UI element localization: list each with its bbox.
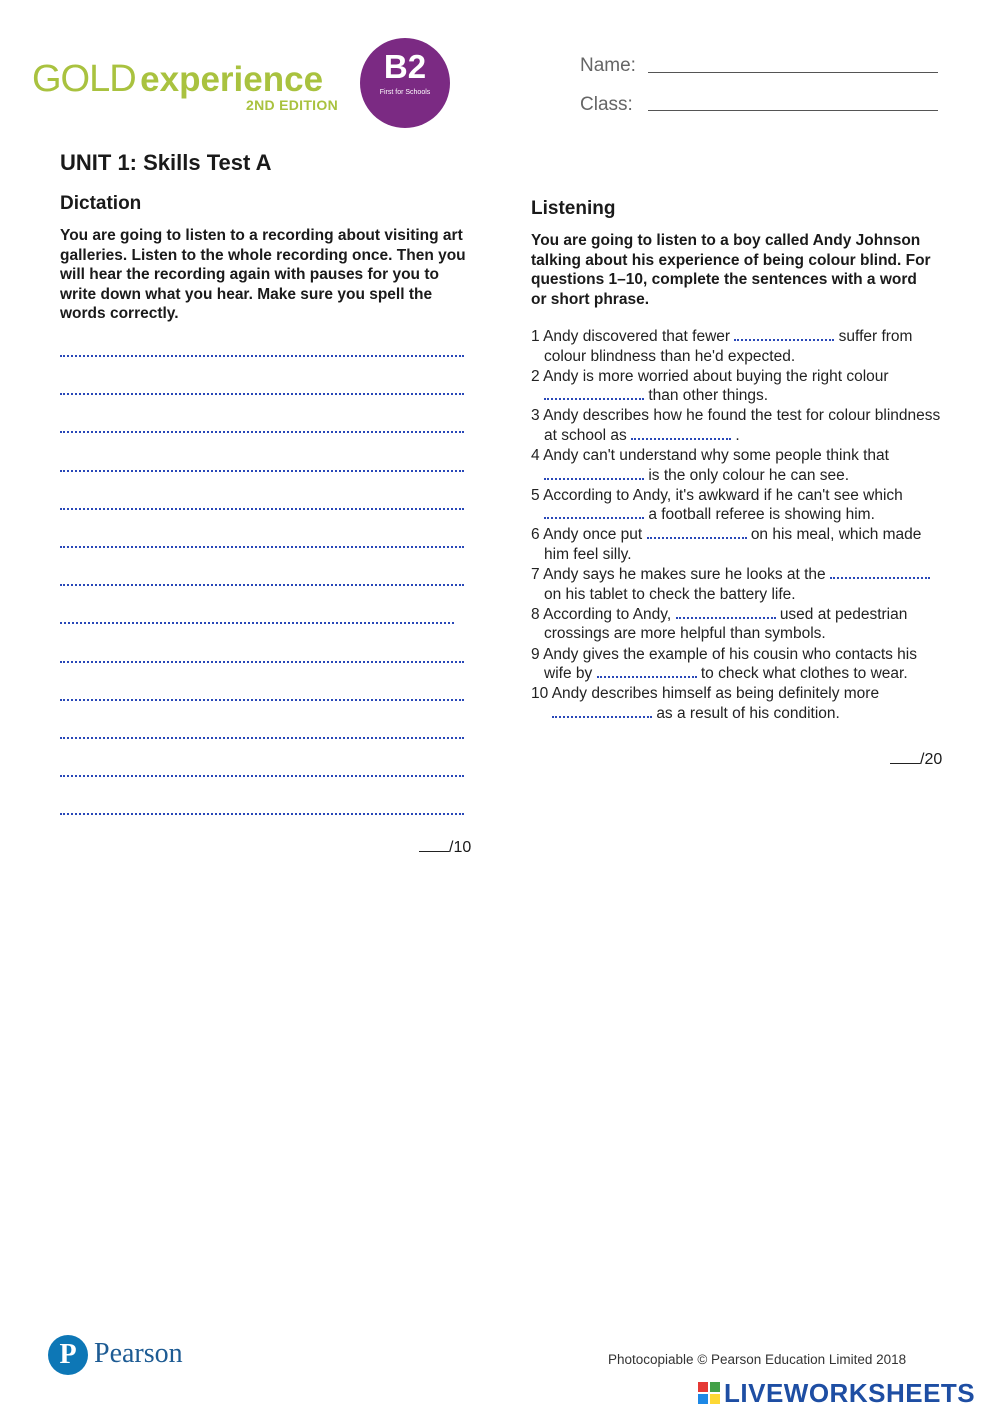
dictation-line[interactable] [60, 737, 464, 739]
question-item: 3 Andy describes how he found the test for colour blindness at school as . [531, 407, 941, 444]
badge-subtitle: First for Schools [379, 89, 431, 96]
question-item: 5 According to Andy, it's awkward if he can't see which a football referee is showing him. [531, 486, 903, 524]
question-item: 6 Andy once put on his meal, which made him feel silly. [531, 526, 922, 563]
logo-experience-text: experience [140, 60, 324, 99]
listening-score [890, 749, 942, 769]
answer-gap[interactable] [830, 565, 930, 579]
answer-gap[interactable] [734, 327, 834, 341]
question-item: 8 According to Andy, used at pedestrian crossings are more helpful than symbols. [531, 605, 908, 643]
dictation-line[interactable] [60, 431, 464, 433]
copyright-notice: Photocopiable © Pearson Education Limited 2018 [608, 1352, 907, 1367]
dictation-line[interactable] [60, 393, 464, 395]
logo-gold-text: GOLD [32, 58, 136, 100]
unit-title: UNIT 1: Skills Test A [60, 150, 272, 175]
dictation-line[interactable] [60, 699, 464, 701]
dictation-line[interactable] [60, 584, 464, 586]
answer-gap[interactable] [544, 386, 644, 400]
answer-gap[interactable] [544, 466, 644, 480]
question-list [531, 327, 946, 724]
level-badge [360, 38, 450, 128]
answer-gap[interactable] [544, 505, 644, 519]
class-field[interactable] [648, 110, 938, 111]
answer-gap[interactable] [552, 704, 652, 718]
question-item: 4 Andy can't understand why some people think that is the only colour he can see. [531, 447, 889, 484]
dictation-line[interactable] [60, 508, 464, 510]
question-item: 1 Andy discovered that fewer suffer from colour blindness than he'd expected. [531, 328, 913, 365]
dictation-instructions: You are going to listen to a recording about visiting art galleries. Listen to the whole recording once. Then you will hear the recording again with pauses for you to write down what you hear. Make sure you spell the words correctly. [60, 227, 466, 322]
answer-gap[interactable] [597, 664, 697, 678]
name-field[interactable] [648, 72, 938, 73]
dictation-score [419, 837, 471, 857]
listening-score-blank[interactable] [890, 749, 920, 764]
dictation-line[interactable] [60, 775, 464, 777]
class-label: Class: [580, 94, 633, 115]
pearson-logo-icon: P [48, 1335, 88, 1375]
badge-level: B2 [383, 48, 427, 85]
dictation-line[interactable] [60, 661, 464, 663]
answer-gap[interactable] [631, 426, 731, 440]
dictation-title: Dictation [60, 193, 142, 214]
answer-gap[interactable] [647, 525, 747, 539]
edition-label: 2ND EDITION [246, 97, 338, 113]
listening-title: Listening [531, 198, 616, 219]
listening-instructions: You are going to listen to a boy called Andy Johnson talking about his experience of being colour blind. For questions 1–10, complete the sentences with a word or short phrase. [531, 232, 931, 308]
dictation-line[interactable] [60, 546, 464, 548]
question-item: 9 Andy gives the example of his cousin who contacts his wife by to check what clothes to wear. [531, 645, 918, 682]
dictation-score-total: /10 [449, 839, 472, 856]
question-item: 2 Andy is more worried about buying the right colour than other things. [531, 367, 889, 405]
question-item: 10 Andy describes himself as being definitely more as a result of his condition. [531, 685, 880, 722]
answer-gap[interactable] [676, 605, 776, 619]
dictation-line[interactable] [60, 470, 464, 472]
dictation-score-blank[interactable] [419, 837, 449, 852]
listening-score-total: /20 [920, 751, 943, 768]
question-item: 7 Andy says he makes sure he looks at the on his tablet to check the battery life. [531, 565, 946, 604]
dictation-line[interactable] [60, 813, 464, 815]
pearson-wordmark: Pearson [94, 1338, 183, 1369]
dictation-line[interactable] [60, 355, 464, 357]
liveworksheets-watermark: LIVEWORKSHEETS [724, 1378, 976, 1408]
liveworksheets-icon [698, 1382, 720, 1404]
dictation-line[interactable] [60, 622, 454, 624]
name-label: Name: [580, 55, 636, 76]
